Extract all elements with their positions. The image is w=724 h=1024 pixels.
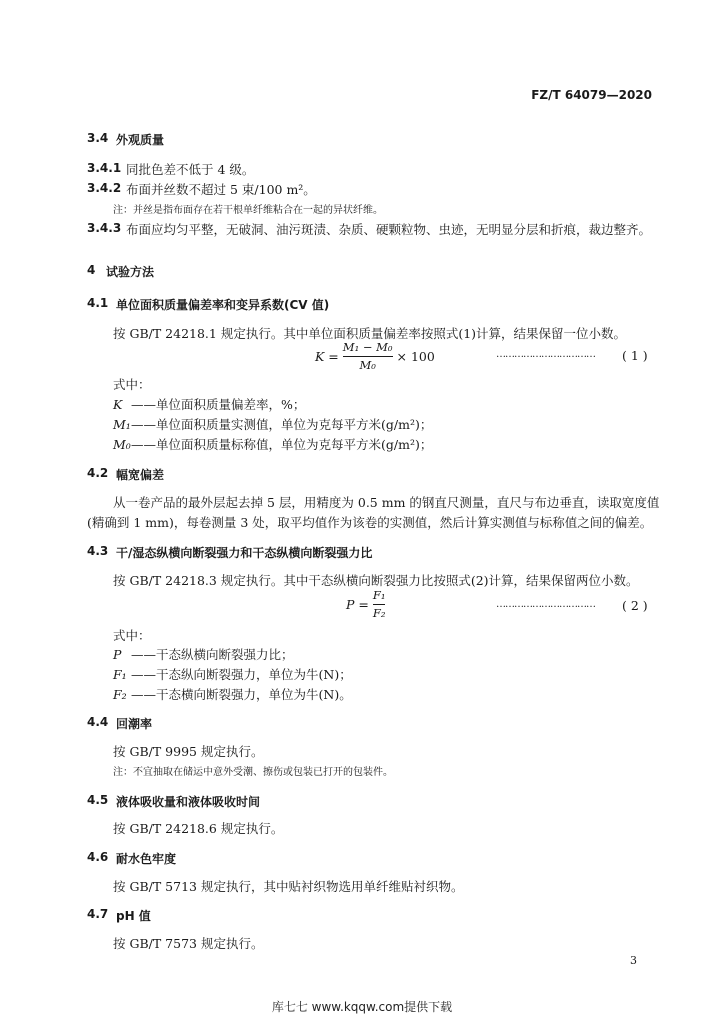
formula-1 xyxy=(315,340,435,372)
symbol-definition: M₁——单位面积质量实测值，单位为克每平方米(g/m²)； xyxy=(113,417,433,432)
chapter-number: 4 xyxy=(87,263,96,277)
section-title: pH 值 xyxy=(116,909,151,923)
symbol-definition: F₂ ——干态横向断裂强力，单位为牛(N)。 xyxy=(113,687,352,702)
symbol-definition: M₀——单位面积质量标称值，单位为克每平方米(g/m²)； xyxy=(113,437,433,452)
symbol-definition: K ——单位面积质量偏差率，%； xyxy=(113,397,306,412)
section-title: 液体吸收量和液体吸收时间 xyxy=(116,795,261,809)
section-number: 4.2 xyxy=(87,466,109,480)
clause-text: 同批色差不低于 4 级。 xyxy=(126,162,255,177)
section-title: 耐水色牢度 xyxy=(116,852,177,866)
where-label: 式中： xyxy=(113,628,151,643)
section-number: 4.6 xyxy=(87,850,109,864)
equation-number: ( 2 ) xyxy=(622,598,648,613)
section-title: 干/湿态纵横向断裂强力和干态纵横向断裂强力比 xyxy=(116,546,373,560)
formula-denominator: M₀ xyxy=(359,358,376,372)
formula-leader-dots: …………………………… xyxy=(496,349,595,360)
note: 注：不宜抽取在储运中意外受潮、擦伤或包装已打开的包装件。 xyxy=(113,767,393,778)
page-number: 3 xyxy=(630,954,637,967)
paragraph: 按 GB/T 24218.3 规定执行。其中干态纵横向断裂强力比按照式(2)计算，结果保留两位小数。 xyxy=(113,573,639,588)
paragraph: 按 GB/T 5713 规定执行，其中贴衬织物选用单纤维贴衬织物。 xyxy=(113,879,464,894)
formula-leader-dots: …………………………… xyxy=(496,599,595,610)
standard-code: FZ/T 64079—2020 xyxy=(531,88,652,102)
section-number: 4.4 xyxy=(87,715,109,729)
section-number: 4.1 xyxy=(87,296,109,310)
paragraph: 按 GB/T 24218.1 规定执行。其中单位面积质量偏差率按照式(1)计算，结果保留一位小数。 xyxy=(113,326,627,341)
section-number: 4.7 xyxy=(87,907,109,921)
formula-lhs: P = xyxy=(346,596,369,612)
section-number: 4.3 xyxy=(87,544,109,558)
symbol-definition: F₁ ——干态纵向断裂强力，单位为牛(N)； xyxy=(113,667,352,682)
download-footer: 库七七 www.kqqw.com提供下载 xyxy=(271,1000,453,1014)
clause-number: 3.4.2 xyxy=(87,181,122,195)
formula-tail: × 100 xyxy=(396,348,435,364)
paragraph-line: 从一卷产品的最外层起去掉 5 层，用精度为 0.5 mm 的钢直尺测量，直尺与布边垂直，读取宽度值 xyxy=(113,495,660,510)
section-number: 4.5 xyxy=(87,793,109,807)
paragraph: 按 GB/T 7573 规定执行。 xyxy=(113,936,264,951)
clause-number: 3.4.3 xyxy=(87,221,122,235)
section-title: 单位面积质量偏差率和变异系数(CV 值) xyxy=(116,298,330,312)
formula-fraction xyxy=(343,340,393,372)
formula-lhs: K = xyxy=(315,348,339,364)
section-title: 回潮率 xyxy=(116,717,153,731)
chapter-title: 试验方法 xyxy=(106,265,155,279)
where-label: 式中： xyxy=(113,377,151,392)
paragraph: 按 GB/T 9995 规定执行。 xyxy=(113,744,264,759)
section-number: 3.4 xyxy=(87,131,109,145)
section-title: 外观质量 xyxy=(116,133,165,147)
note: 注：并丝是指布面存在若干根单纤维粘合在一起的异状纤维。 xyxy=(113,205,383,216)
formula-fraction xyxy=(373,588,386,620)
equation-number: ( 1 ) xyxy=(622,348,648,363)
paragraph: 按 GB/T 24218.6 规定执行。 xyxy=(113,821,284,836)
clause-text: 布面并丝数不超过 5 束/100 m²。 xyxy=(126,182,316,197)
formula-numerator: M₁ − M₀ xyxy=(342,340,393,354)
clause-text: 布面应均匀平整，无破洞、油污斑渍、杂质、硬颗粒物、虫迹，无明显分层和折痕，裁边整齐。 xyxy=(126,222,652,237)
formula-numerator: F₁ xyxy=(372,588,386,602)
symbol-definition: P ——干态纵横向断裂强力比； xyxy=(113,647,294,662)
paragraph-line: (精确到 1 mm)，每卷测量 3 处，取平均值作为该卷的实测值，然后计算实测值与标称值之间的偏差。 xyxy=(87,515,653,530)
clause-number: 3.4.1 xyxy=(87,161,122,175)
section-title: 幅宽偏差 xyxy=(116,468,165,482)
formula-2 xyxy=(346,588,385,620)
formula-denominator: F₂ xyxy=(372,606,386,620)
